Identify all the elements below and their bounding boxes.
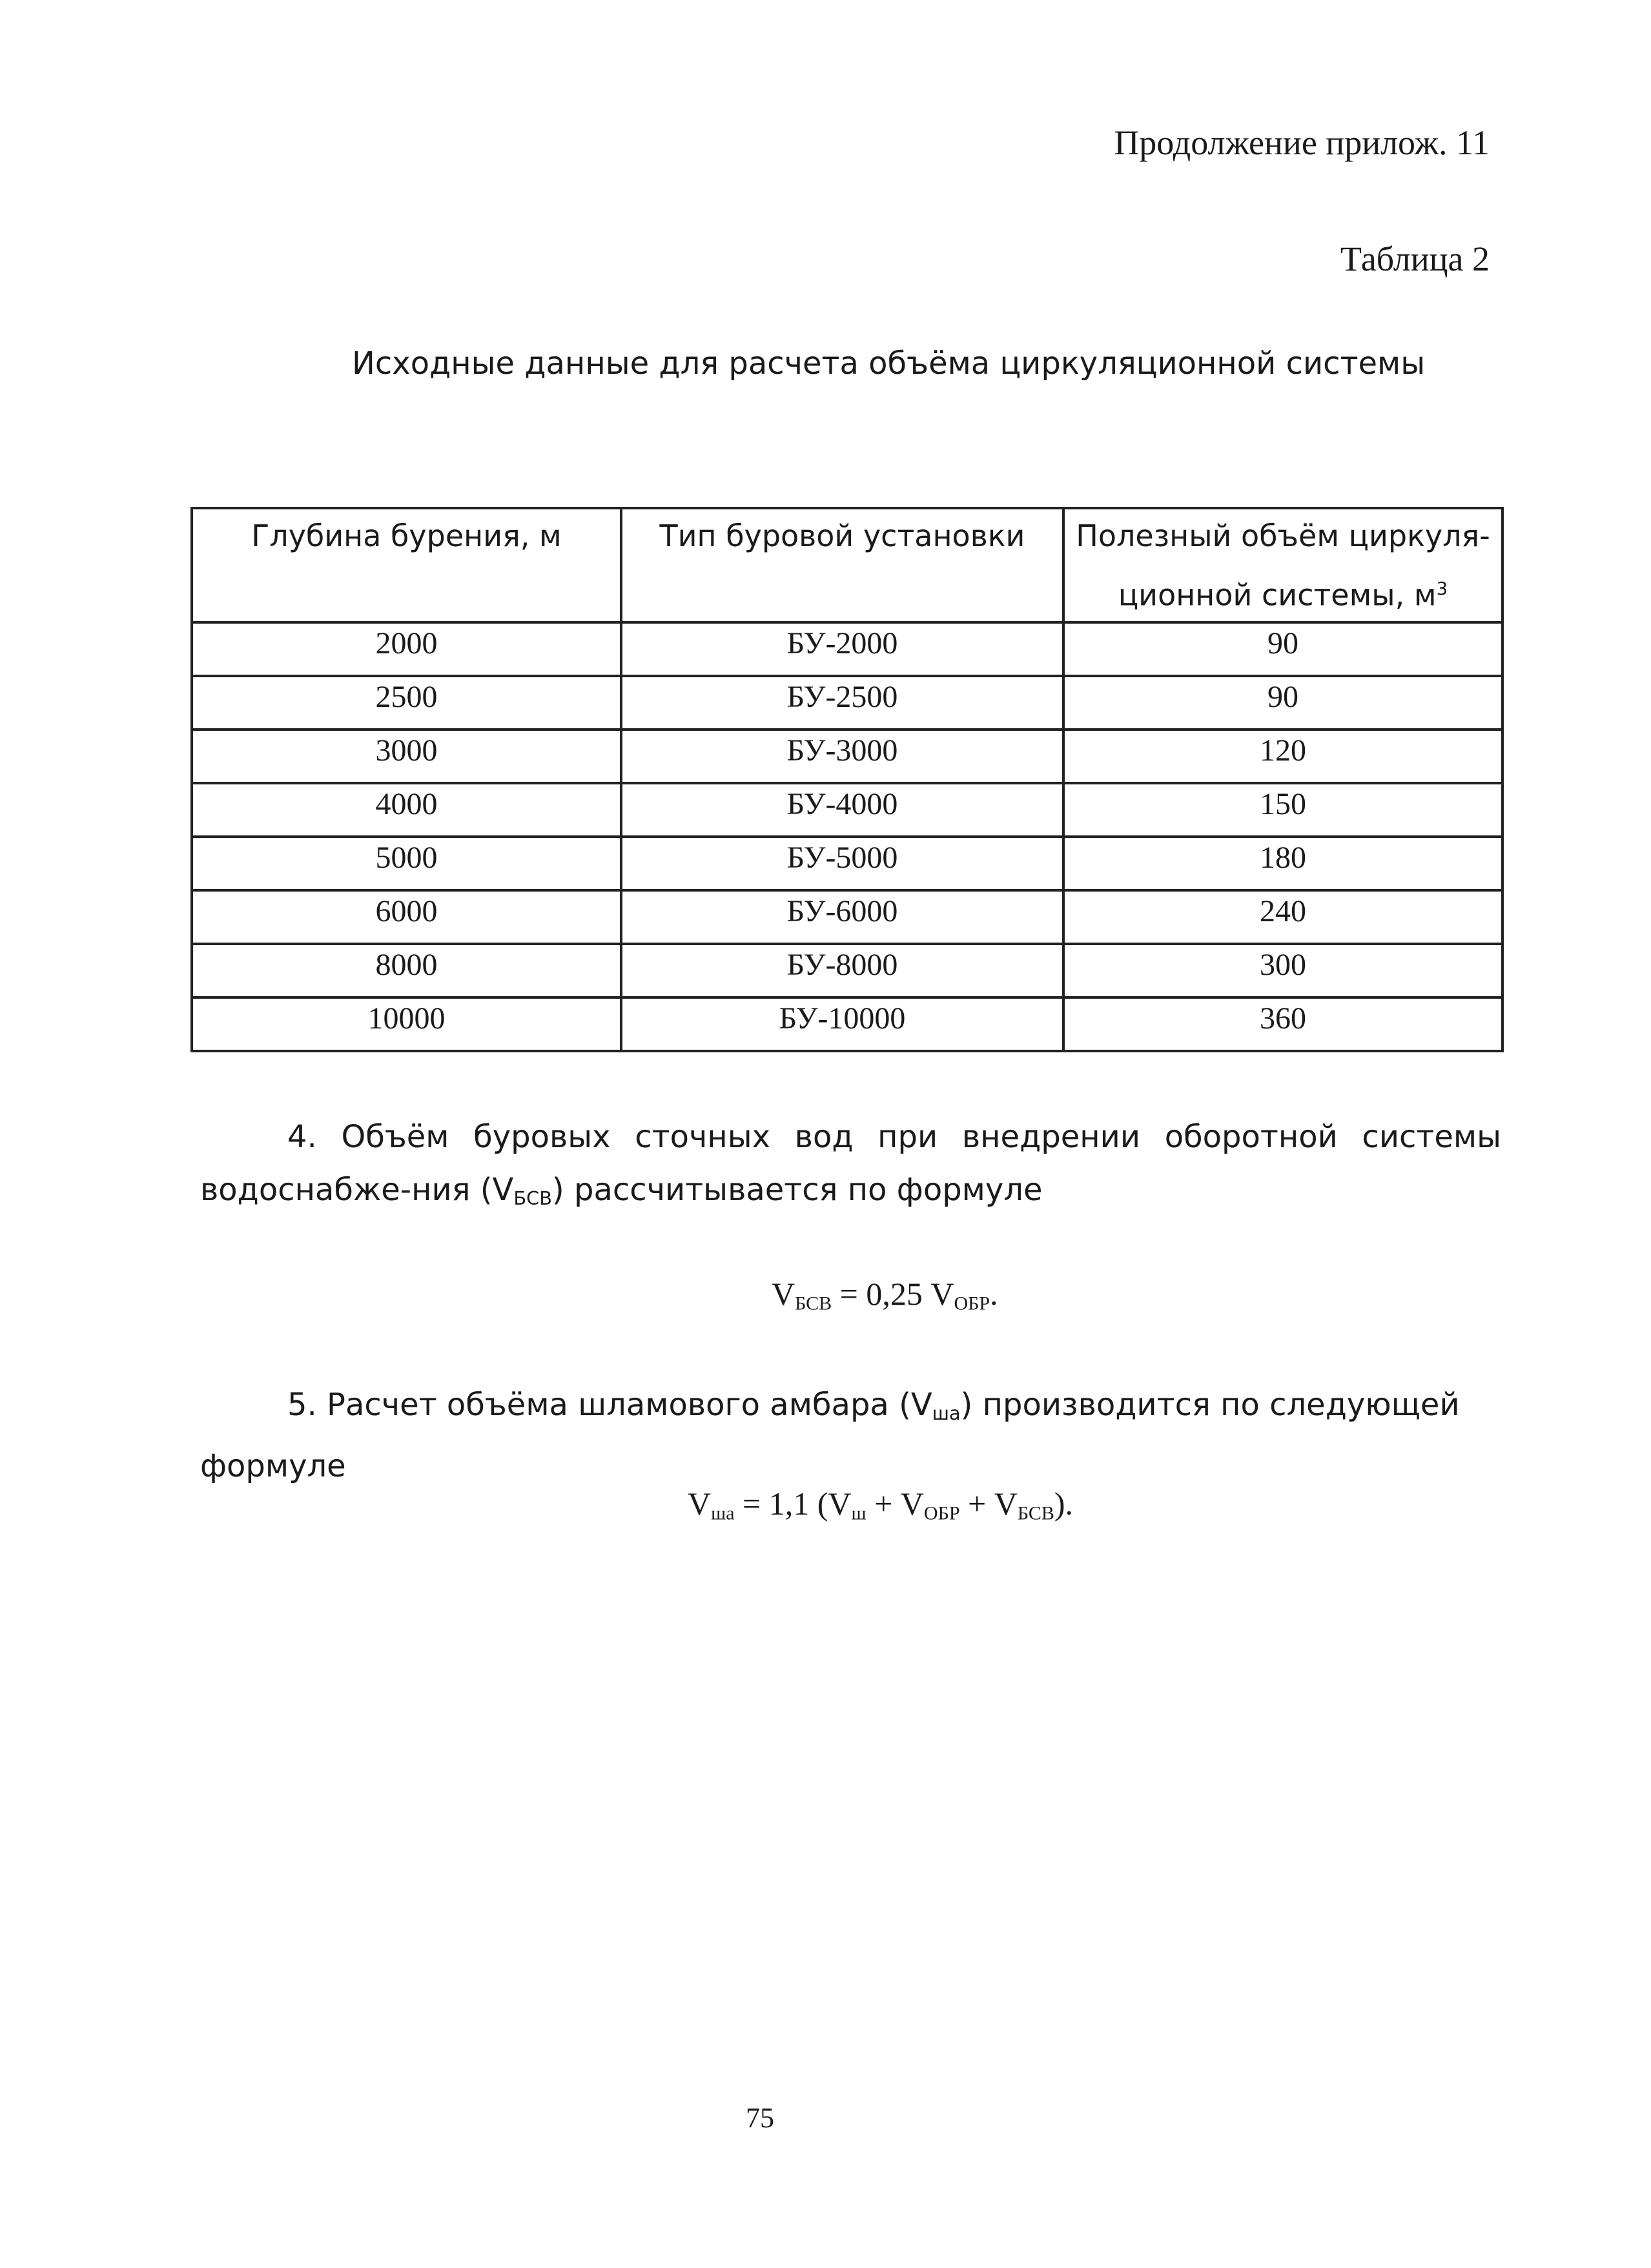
cell-rig-type: БУ-10000	[621, 997, 1063, 1051]
column-header-unit-exponent: 3	[1436, 578, 1448, 599]
formula-2-subscript-1: ша	[711, 1502, 735, 1524]
formula-1-subscript-right: ОБР	[954, 1292, 990, 1314]
formula-wastewater-volume	[772, 1275, 998, 1315]
table-label: Таблица 2	[1340, 240, 1490, 278]
cell-volume: 90	[1063, 622, 1502, 676]
column-header-useful-volume	[1063, 508, 1502, 622]
paragraph-sludge-pit-volume	[200, 1378, 1501, 1493]
formula-1-v: V	[772, 1276, 795, 1312]
cell-depth: 4000	[192, 783, 621, 837]
cell-depth: 3000	[192, 730, 621, 783]
table-row	[192, 837, 1502, 890]
paragraph-4-text-before: 4. Объём буровых сточных вод при внедрении оборотной системы водоснабже-ния (V	[200, 1119, 1501, 1208]
cell-volume: 150	[1063, 783, 1502, 837]
table-row	[192, 944, 1502, 997]
formula-1-subscript-left: БСВ	[795, 1292, 832, 1314]
formula-2-term-2: + V	[866, 1486, 924, 1522]
cell-depth: 2500	[192, 676, 621, 730]
table-body	[192, 622, 1502, 1051]
paragraph-5-text-before: 5. Расчет объёма шламового амбара (V	[287, 1387, 932, 1423]
cell-volume: 240	[1063, 890, 1502, 944]
cell-depth: 10000	[192, 997, 621, 1051]
cell-volume: 360	[1063, 997, 1502, 1051]
cell-rig-type: БУ-6000	[621, 890, 1063, 944]
column-header-useful-volume-line1: Полезный объём циркуля-	[1076, 518, 1490, 553]
paragraph-4-subscript: БСВ	[513, 1187, 552, 1210]
table-row	[192, 890, 1502, 944]
cell-rig-type: БУ-3000	[621, 730, 1063, 783]
formula-1-middle: = 0,25 V	[832, 1276, 954, 1312]
formula-2-subscript-4: БСВ	[1017, 1502, 1054, 1524]
column-header-rig-type	[621, 508, 1063, 622]
formula-1-end: .	[990, 1276, 998, 1312]
formula-2-term-1: = 1,1 (V	[734, 1486, 852, 1522]
cell-depth: 2000	[192, 622, 621, 676]
cell-volume: 120	[1063, 730, 1502, 783]
column-header-rig-type-text: Тип буровой установки	[659, 518, 1025, 553]
paragraph-4-text-after: ) рассчитывается по формуле	[552, 1172, 1043, 1208]
paragraph-5-subscript: ша	[932, 1402, 961, 1425]
column-header-depth-text: Глубина бурения, м	[251, 518, 562, 553]
page-number: 75	[746, 2102, 774, 2134]
table-row	[192, 676, 1502, 730]
table-title: Исходные данные для расчета объёма циркуляционной системы	[352, 345, 1426, 382]
column-header-useful-volume-line2: ционной системы, м	[1118, 577, 1437, 613]
table-row	[192, 622, 1502, 676]
cell-volume: 90	[1063, 676, 1502, 730]
cell-depth: 8000	[192, 944, 621, 997]
table-header-row	[192, 508, 1502, 622]
cell-rig-type: БУ-2000	[621, 622, 1063, 676]
formula-2-v: V	[688, 1486, 712, 1522]
cell-rig-type: БУ-4000	[621, 783, 1063, 837]
table-header	[192, 508, 1502, 622]
formula-2-term-3: + V	[959, 1486, 1018, 1522]
formula-2-subscript-3: ОБР	[923, 1502, 960, 1524]
cell-depth: 6000	[192, 890, 621, 944]
table-row	[192, 730, 1502, 783]
table-row	[192, 997, 1502, 1051]
cell-depth: 5000	[192, 837, 621, 890]
continuation-header: Продолжение прилож. 11	[1114, 123, 1490, 162]
table-row	[192, 783, 1502, 837]
paragraph-5-text-after: ) производится по следующей формуле	[200, 1387, 1460, 1485]
cell-rig-type: БУ-5000	[621, 837, 1063, 890]
cell-rig-type: БУ-2500	[621, 676, 1063, 730]
formula-sludge-pit-volume	[688, 1485, 1073, 1525]
circulation-volume-table	[190, 507, 1504, 1052]
cell-volume: 180	[1063, 837, 1502, 890]
formula-2-term-4: ).	[1054, 1486, 1074, 1522]
paragraph-wastewater-volume	[200, 1110, 1501, 1225]
cell-volume: 300	[1063, 944, 1502, 997]
cell-rig-type: БУ-8000	[621, 944, 1063, 997]
formula-2-subscript-2: ш	[851, 1502, 867, 1524]
column-header-depth	[192, 508, 621, 622]
